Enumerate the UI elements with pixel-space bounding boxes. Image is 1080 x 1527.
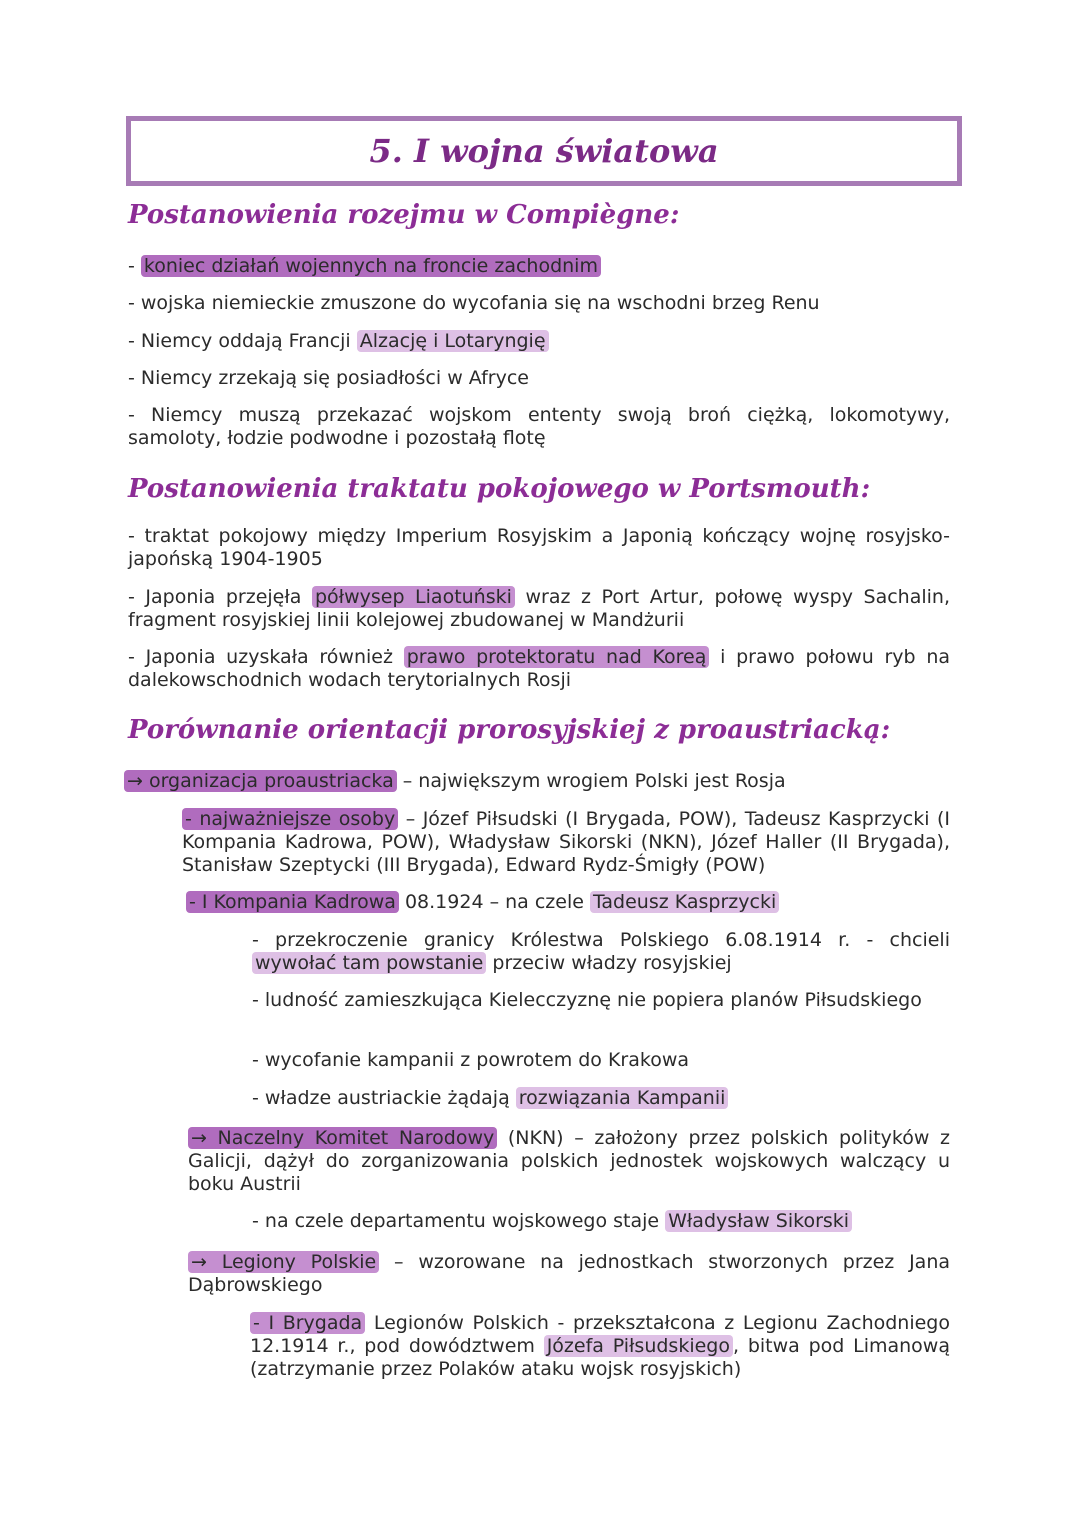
comparison-nkn: → Naczelny Komitet Narodowy (NKN) – założony przez polskich polityków z Galicji, dążył do zorganizowania polskich jednostek wojskowych walczący u boku Austrii	[188, 1127, 950, 1195]
highlight: - najważniejsze osoby	[182, 808, 398, 830]
highlight: półwysep Liaotuński	[312, 586, 515, 608]
comparison-legiony: → Legiony Polskie – wzorowane na jednostkach stworzonych przez Jana Dąbrowskiego	[188, 1251, 950, 1296]
highlight: → organizacja proaustriacka	[124, 770, 397, 792]
highlight: koniec działań wojennych na froncie zachodnim	[141, 255, 601, 277]
highlight: Tadeusz Kasprzycki	[590, 891, 779, 913]
portsmouth-bullet-1: - traktat pokojowy między Imperium Rosyjskim a Japonią kończący wojnę rosyjsko-japońską 1904-1905	[128, 525, 950, 570]
compiegne-bullet-1: - koniec działań wojennych na froncie zachodnim	[128, 255, 950, 278]
highlight: - I Brygada	[250, 1312, 365, 1334]
compiegne-bullet-5: - Niemcy muszą przekazać wojskom ententy swoją broń ciężką, lokomotywy, samoloty, łodzie podwodne i pozostałą flotę	[128, 404, 950, 449]
kadrowa-point-2: - ludność zamieszkująca Kielecczyznę nie popiera planów Piłsudskiego	[252, 989, 922, 1011]
compiegne-bullet-3: - Niemcy oddają Francji Alzację i Lotaryngię	[128, 330, 950, 353]
title-box	[126, 116, 962, 186]
compiegne-bullet-2: - wojska niemieckie zmuszone do wycofania się na wschodni brzeg Renu	[128, 292, 820, 314]
comparison-kadrowa: - I Kompania Kadrowa 08.1924 – na czele Tadeusz Kasprzycki	[186, 891, 950, 914]
kadrowa-point-1: - przekroczenie granicy Królestwa Polskiego 6.08.1914 r. - chcieli wywołać tam powstanie przeciw władzy rosyjskiej	[252, 929, 950, 974]
highlight: Alzację i Lotaryngię	[357, 330, 549, 352]
compiegne-bullet-4: - Niemcy zrzekają się posiadłości w Afryce	[128, 367, 529, 389]
kadrowa-point-3: - wycofanie kampanii z powrotem do Krakowa	[252, 1049, 690, 1071]
highlight: → Legiony Polskie	[188, 1251, 379, 1273]
heading-compiegne: Postanowienia rozejmu w Compiègne:	[128, 200, 680, 230]
highlight: - I Kompania Kadrowa	[186, 891, 399, 913]
highlight: Władysław Sikorski	[665, 1210, 852, 1232]
highlight: → Naczelny Komitet Narodowy	[188, 1127, 497, 1149]
portsmouth-bullet-2: - Japonia przejęła półwysep Liaotuński wraz z Port Artur, połowę wyspy Sachalin, fragment rosyjskiej linii kolejowej zbudowanej w Mandżurii	[128, 586, 951, 631]
kadrowa-point-4: - władze austriackie żądają rozwiązania Kampanii	[252, 1087, 950, 1110]
nkn-point-1: - na czele departamentu wojskowego staje Władysław Sikorski	[252, 1210, 950, 1233]
heading-portsmouth: Postanowienia traktatu pokojowego w Portsmouth:	[128, 474, 871, 504]
highlight: Józefa Piłsudskiego	[544, 1335, 733, 1357]
highlight: prawo protektoratu nad Koreą	[404, 646, 710, 668]
comparison-persons: - najważniejsze osoby – Józef Piłsudski (I Brygada, POW), Tadeusz Kasprzycki (I Kompania Kadrowa, POW), Władysław Sikorski (NKN), Józef Haller (II Brygada), Stanisław Szeptycki (III Brygada), Edward Rydz-Śmigły (POW)	[182, 808, 951, 876]
highlight: wywołać tam powstanie	[252, 952, 486, 974]
legiony-brygada: - I Brygada Legionów Polskich - przekształcona z Legionu Zachodniego 12.1914 r., pod dowództwem Józefa Piłsudskiego , bitwa pod Limanową (zatrzymanie przez Polaków ataku wojsk rosyjskich)	[250, 1312, 950, 1380]
heading-comparison: Porównanie orientacji prorosyjskiej z proaustriacką:	[128, 715, 891, 745]
comparison-org: → organizacja proaustriacka – największym wrogiem Polski jest Rosja	[124, 770, 950, 793]
highlight: rozwiązania Kampanii	[516, 1087, 729, 1109]
portsmouth-bullet-3: - Japonia uzyskała również prawo protektoratu nad Koreą i prawo połowu ryb na dalekowschodnich wodach terytorialnych Rosji	[128, 646, 951, 691]
page-title: 5. I wojna światowa	[369, 132, 719, 170]
